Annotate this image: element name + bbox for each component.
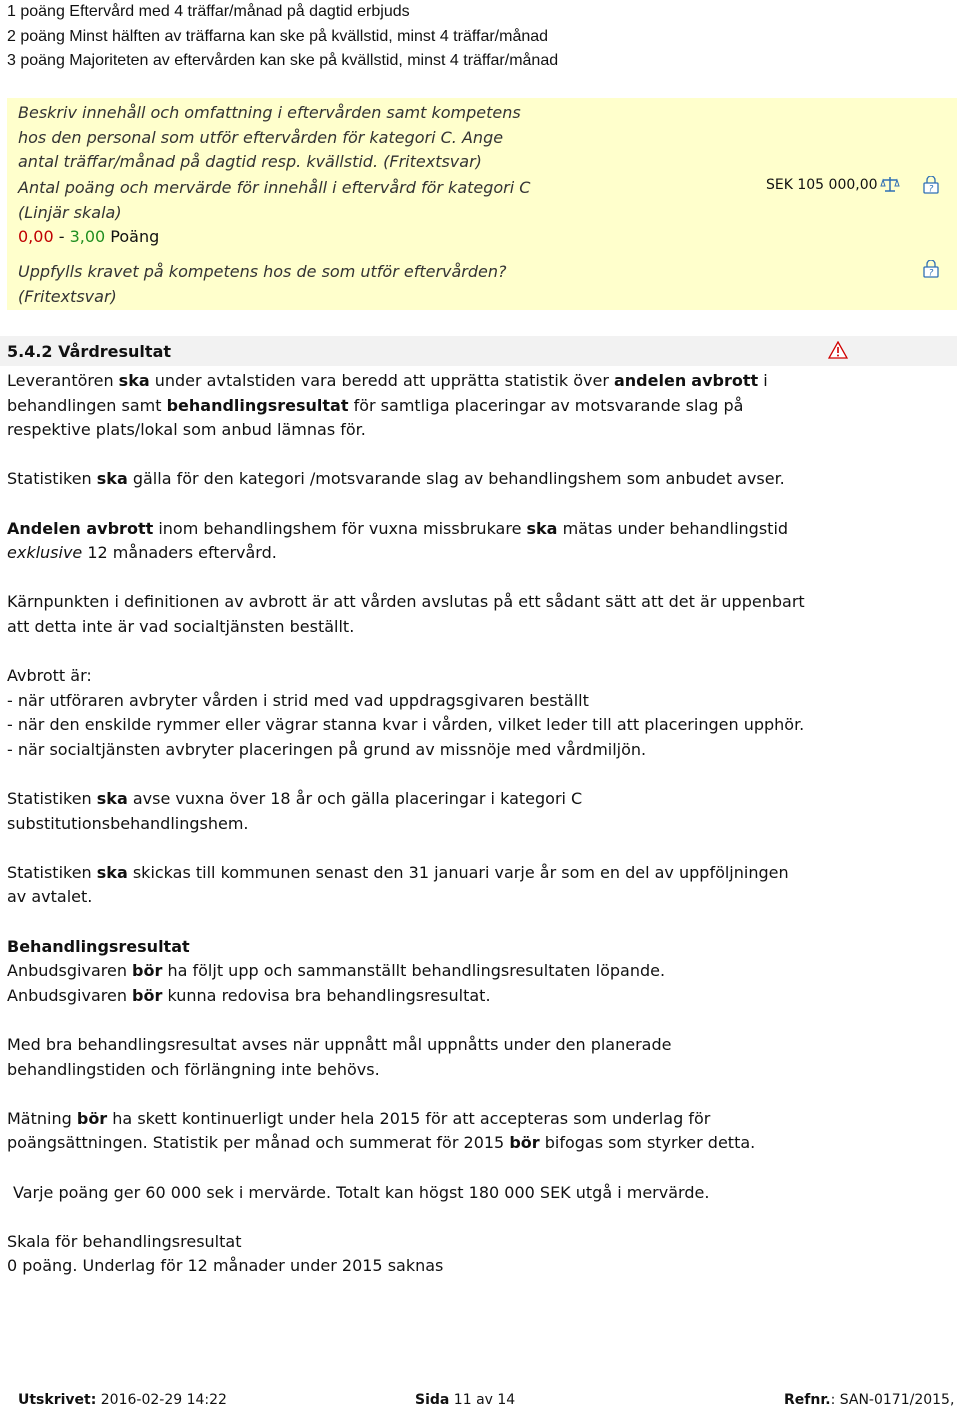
paragraph (7, 590, 807, 639)
paragraph (7, 517, 807, 566)
question-competence (18, 260, 507, 309)
text-run: Anbudsgivaren (7, 985, 133, 1005)
paragraph (7, 1230, 807, 1279)
text-run: Avbrott är: (7, 666, 92, 686)
text-run: bör (76, 1108, 108, 1128)
text-run: andelen (613, 371, 687, 390)
paragraph (7, 935, 807, 1009)
range-separator: - (53, 227, 70, 246)
text-run: skickas till kommunen senast den 31 januari varje år som en del av uppföljningen av avtalet. (7, 862, 789, 907)
paragraph (7, 664, 807, 762)
text-run: Anbudsgivaren (7, 961, 133, 981)
question-points (18, 176, 530, 225)
text-run: avse vuxna över 18 år och gälla placeringar i kategori C substitutionsbehandlingshem. (7, 789, 583, 833)
text-run: bör (132, 985, 163, 1005)
footer-printed (18, 1392, 227, 1408)
text-run: inom behandlingshem för vuxna missbrukare (153, 518, 527, 538)
question-line: hos den personal som utför eftervården för kategori C. Ange (18, 127, 504, 147)
text-run: bör (509, 1133, 540, 1153)
text-run: gälla för den kategori /motsvarande slag av behandlingshem som anbudet avser. (127, 469, 785, 489)
svg-text:?: ? (928, 184, 934, 194)
warning-icon (828, 341, 848, 363)
text-run: Leverantören (7, 371, 119, 390)
scale-line: 1 poäng Eftervård med 4 träffar/månad på dagtid erbjuds (7, 3, 410, 20)
section-title: 5.4.2 Vårdresultat (7, 342, 172, 361)
lock-question-icon[interactable] (922, 176, 940, 198)
paragraph (7, 1107, 807, 1156)
text-run: - när den enskilde rymmer eller vägrar stanna kvar i vården, vilket leder till att placeringen upphör. (7, 715, 805, 735)
text-run: ska (96, 469, 128, 489)
paragraph (7, 369, 807, 443)
text-run: avbrott (691, 371, 759, 390)
footer-page (415, 1392, 515, 1408)
text-run: Skala för behandlingsresultat (7, 1231, 242, 1251)
footer-ref (784, 1392, 954, 1408)
text-run: ska (526, 518, 558, 538)
text-run: Statistiken (7, 469, 97, 489)
scale-line: 3 poäng Majoriteten av eftervården kan ske på kvällstid, minst 4 träffar/månad (7, 52, 559, 69)
text-run: ska (96, 862, 128, 882)
range-unit: Poäng (105, 227, 160, 246)
question-line: (Fritextsvar) (18, 286, 117, 306)
text-run: - när socialtjänsten avbryter placeringen på grund av missnöje med vårdmiljön. (7, 739, 647, 759)
section-body (7, 369, 807, 1304)
svg-text:?: ? (928, 268, 934, 278)
text-run: Statistiken (7, 789, 97, 809)
text-run: 12 månaders eftervård. (82, 543, 277, 563)
paragraph (7, 1033, 807, 1082)
question-line: Beskriv innehåll och omfattning i eftervården samt kompetens (18, 103, 521, 122)
text-run: Varje poäng ger 60 000 sek i mervärde. Totalt kan högst 180 000 SEK utgå i mervärde. (13, 1182, 710, 1202)
text-run: - när utföraren avbryter vården i strid med vad uppdragsgivaren beställt (7, 690, 589, 710)
points-range (18, 225, 159, 250)
text-run: behandlingsresultat (166, 395, 349, 415)
text-run: Behandlingsresultat (7, 936, 190, 956)
text-run: i behandlingen samt (7, 371, 768, 415)
text-run: kunna redovisa bra behandlingsresultat. (162, 985, 491, 1005)
text-run: mätas under behandlingstid (557, 518, 789, 538)
question-line: Uppfylls kravet på kompetens hos de som utför eftervården? (18, 262, 507, 281)
added-value-amount: SEK 105 000,00 (766, 177, 878, 193)
scale-icon (880, 176, 900, 198)
text-run: Mätning (7, 1108, 77, 1128)
text-run: ska (96, 789, 128, 809)
text-run: ska (118, 371, 150, 390)
question-line: Antal poäng och mervärde för innehåll i eftervård för kategori C (18, 178, 531, 197)
question-line: antal träffar/månad på dagtid resp. kvällstid. (Fritextsvar) (18, 152, 482, 171)
text-run: bifogas som styrker detta. (539, 1133, 756, 1153)
paragraph (7, 861, 807, 910)
scale-line: 2 poäng Minst hälften av träffarna kan ske på kvällstid, minst 4 träffar/månad (7, 27, 549, 45)
range-min: 0,00 (18, 227, 54, 246)
text-run: Med bra behandlingsresultat avses när uppnått mål uppnåtts under den planerade behandlingstiden och förlängning inte behövs. (7, 1035, 672, 1079)
paragraph (7, 1181, 807, 1206)
printed-value: 2016-02-29 14:22 (96, 1392, 227, 1408)
question-line: (Linjär skala) (18, 202, 122, 222)
text-run: under avtalstiden vara beredd att upprätta statistik över (149, 371, 614, 390)
text-run: exklusive (7, 543, 83, 563)
page-value: 11 av 14 (449, 1392, 516, 1408)
ref-label: Refnr. (784, 1392, 831, 1408)
question-description (18, 101, 521, 175)
page-label: Sida (415, 1392, 450, 1408)
lock-question-icon[interactable] (922, 260, 940, 282)
text-run: Statistiken (7, 862, 97, 882)
text-run: Andelen avbrott (7, 518, 154, 538)
text-run: ha följt upp och sammanställt behandlingsresultaten löpande. (162, 961, 666, 981)
scoring-scale-list (7, 0, 558, 74)
paragraph (7, 467, 807, 492)
text-run: Kärnpunkten i definitionen av avbrott är att vården avslutas på ett sådant sätt att det är uppenbart att detta inte är vad socialtjänsten beställt. (7, 592, 805, 636)
text-run: bör (132, 961, 163, 981)
text-run: 0 poäng. Underlag för 12 månader under 2015 saknas (7, 1256, 444, 1276)
paragraph (7, 787, 807, 836)
text-run: för samtliga placeringar av motsvarande slag på respektive plats/lokal som anbud lämnas för. (7, 395, 744, 440)
printed-label: Utskrivet: (18, 1392, 97, 1408)
text-run: ha skett kontinuerligt under hela 2015 för att accepteras som underlag för poängsättningen. Statistik per månad och summerat för 2015 (7, 1108, 711, 1153)
ref-value: : SAN-0171/2015, (830, 1392, 955, 1408)
range-max: 3,00 (69, 227, 106, 246)
